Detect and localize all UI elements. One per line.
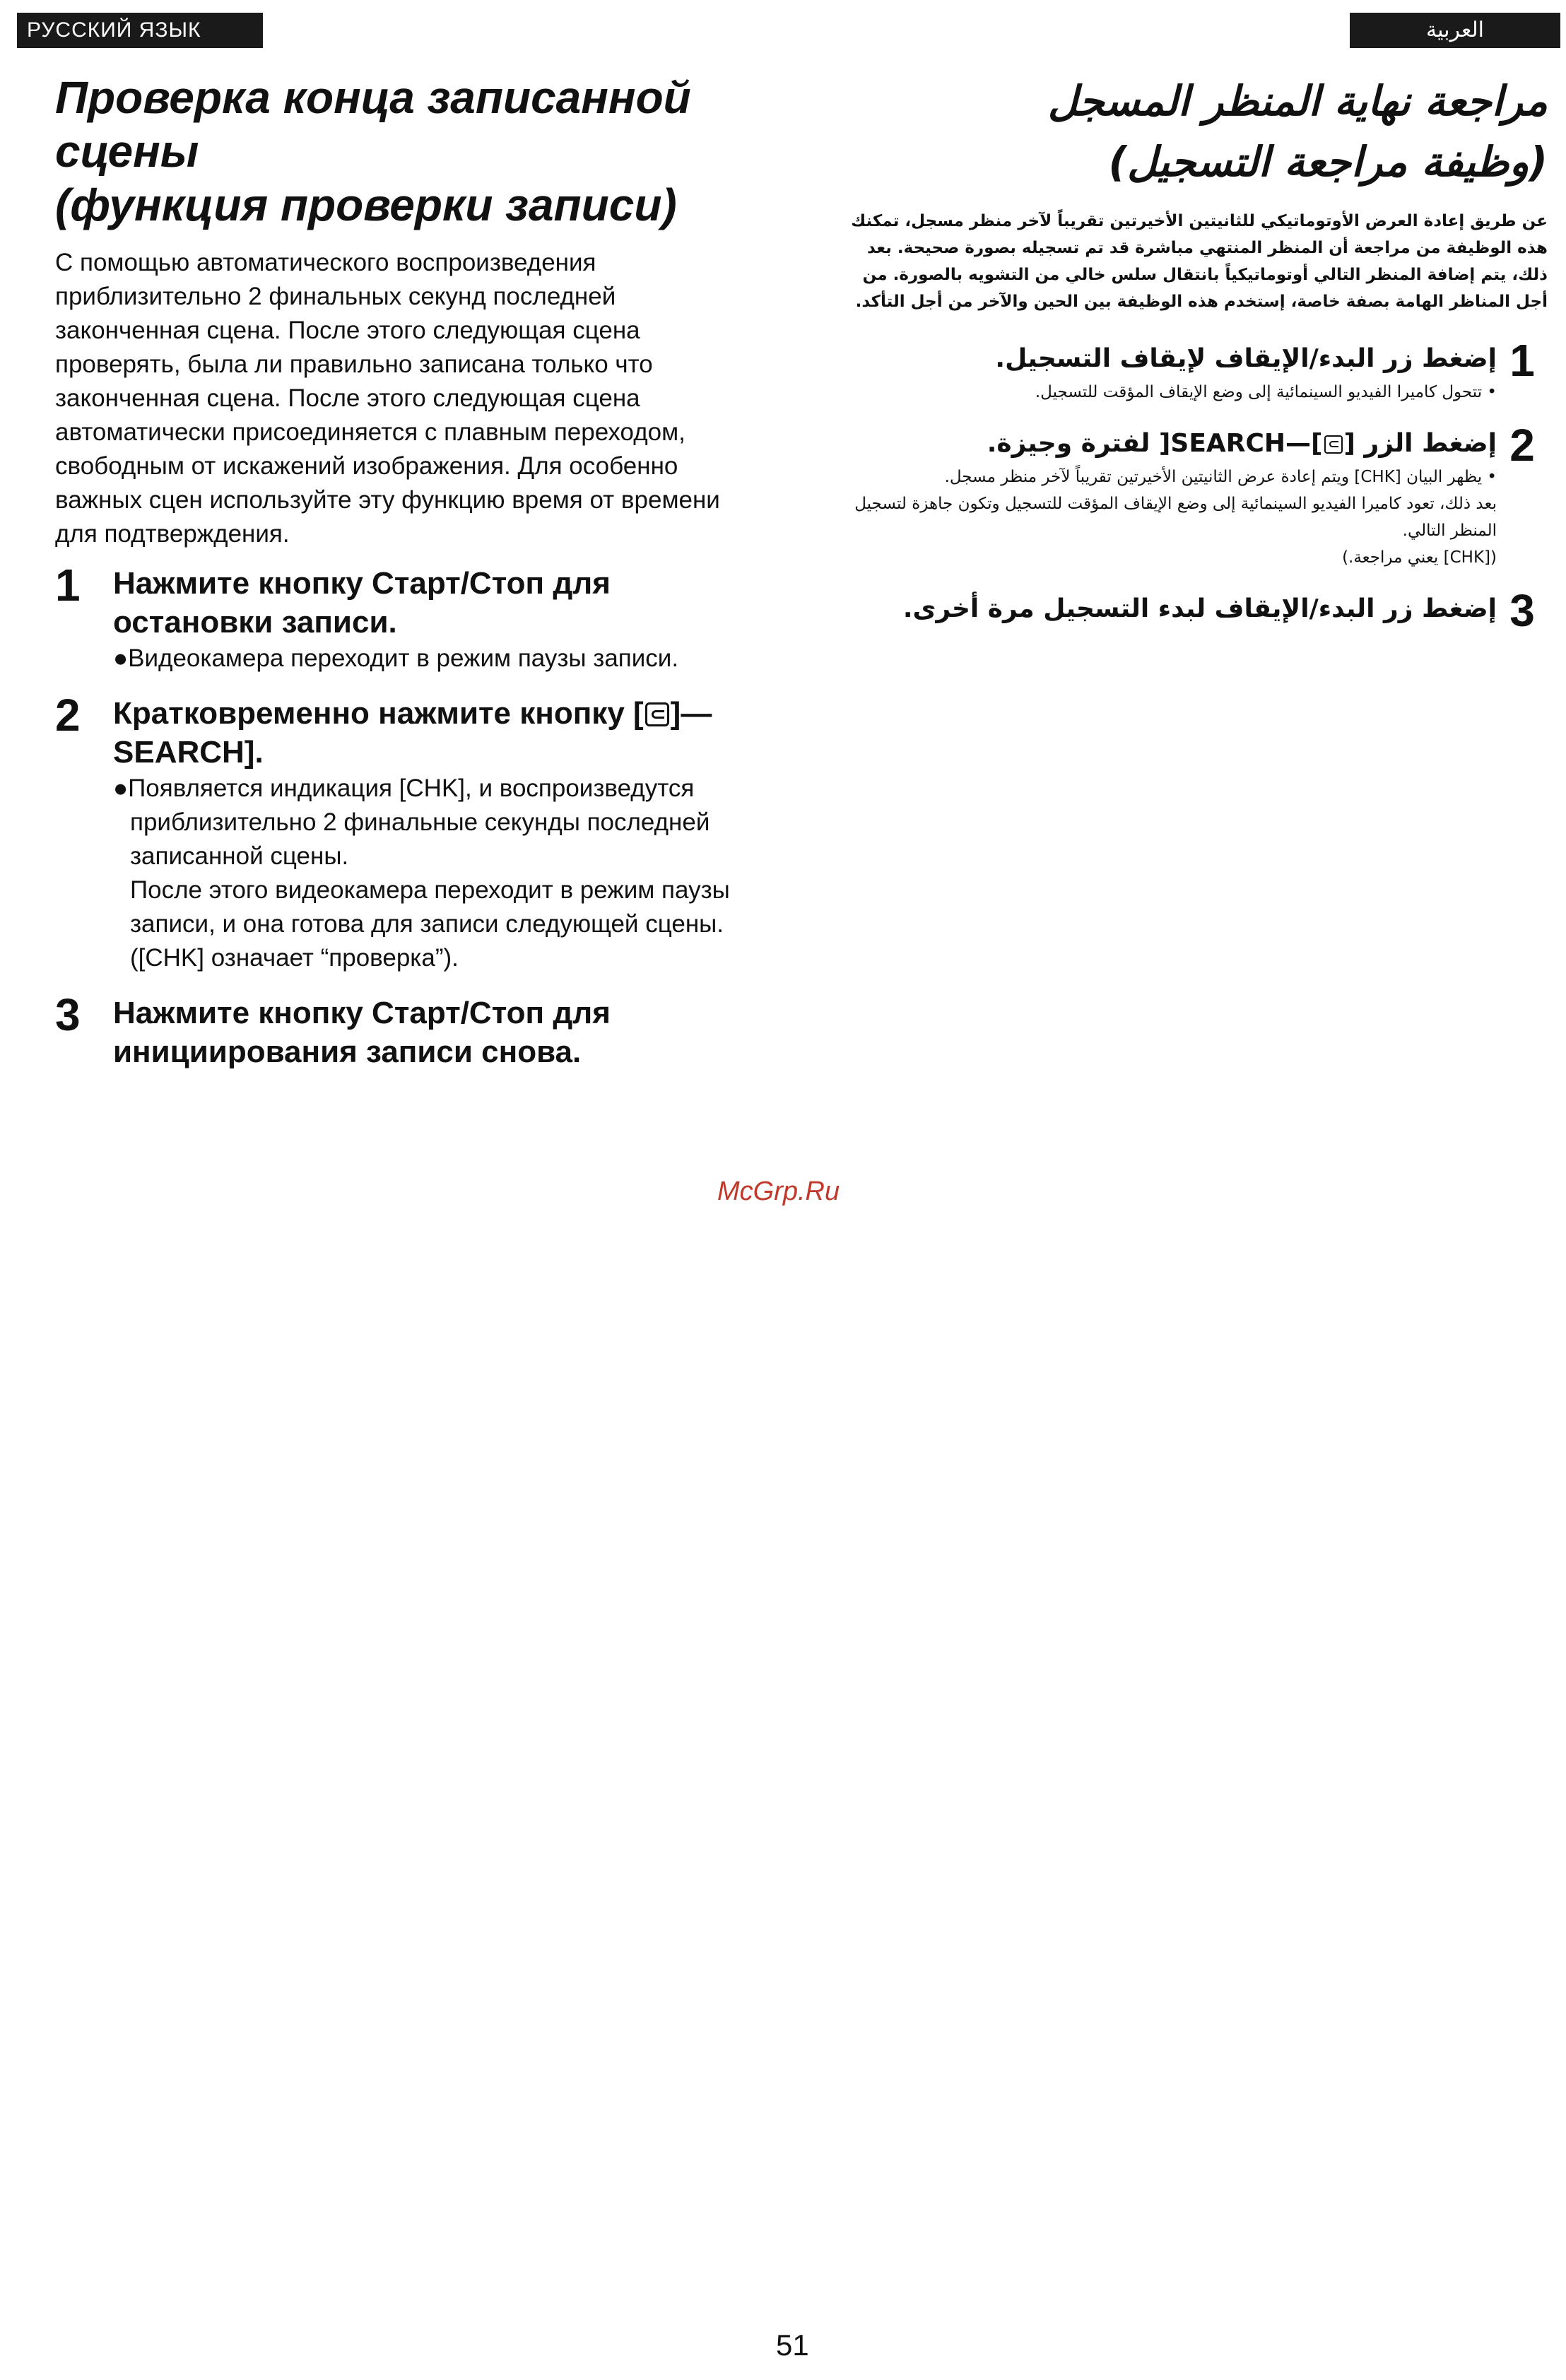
step-note: • تتحول كاميرا الفيديو السينمائية إلى وضع الإيقاف المؤقت للتسجيل. <box>1035 383 1497 401</box>
arabic-column <box>848 71 1548 650</box>
russian-title-line: Проверка конца записанной <box>55 72 691 123</box>
step-note: ●Видеокамера переходит в режим паузы записи. <box>113 644 679 672</box>
page-number: 51 <box>776 2328 809 2362</box>
step-heading-part: Кратковременно нажмите кнопку [ <box>113 696 644 731</box>
step-heading <box>848 424 1497 464</box>
step-note: ([CHK] يعني مراجعة.) <box>1342 548 1497 567</box>
language-tab-russian: РУССКИЙ ЯЗЫК <box>17 13 263 48</box>
russian-intro: С помощью автоматического воспроизведения приблизительно 2 финальных секунд последней законченная сцена. После этого следующая сцена проверять, была ли правильно записана только что законченная сцена. После этого следующая сцена автоматически присоединяется с плавным переходом, свободным от искажений изображения. Для особенно важных сцен используйте эту функцию время от времени для подтверждения. <box>55 249 720 548</box>
arabic-intro: عن طريق إعادة العرض الأوتوماتيكي للثانيتين الأخيرتين تقريباً لآخر منظر مسجل، تمكنك هذه الوظيفة من مراجعة أن المنظر المنتهي مباشرة قد تم تسجيله بصورة صحيحة. بعد ذلك، يتم إضافة المنظر التالي أوتوماتيكياً بانتقال سلس خالي من التشويه بالصورة. من أجل المناظر الهامة بصفة خاصة، إستخدم هذه الوظيفة بين الحين والآخر من أجل التأكد. <box>851 212 1548 311</box>
russian-title-line: (функция проверки записи) <box>55 179 677 230</box>
watermark: McGrp.Ru <box>717 1177 840 1206</box>
step-heading <box>113 694 748 772</box>
step-heading-part: إضغط الزر [ <box>1343 429 1497 458</box>
russian-step-2 <box>55 690 748 975</box>
arabic-step-2 <box>848 420 1548 571</box>
step-number: 1 <box>1509 335 1535 386</box>
step-note: ([CHK] означает “проверка”). <box>130 944 459 972</box>
arabic-step-1 <box>848 335 1548 406</box>
arabic-step-3 <box>848 585 1548 636</box>
russian-title-line: сцены <box>55 126 199 177</box>
step-note: ●Появляется индикация [CHK], и воспроизведутся приблизительно 2 финальные секунды последней записанной сцены. <box>113 774 710 870</box>
language-tab-arabic: العربية <box>1350 13 1560 48</box>
step-heading: Нажмите кнопку Старт/Стоп для остановки записи. <box>113 566 611 640</box>
russian-step-1 <box>55 560 748 676</box>
step-note: • يظهر البيان [CHK] ويتم إعادة عرض الثانيتين الأخيرتين تقريباً لآخر منظر مسجل. <box>944 468 1497 486</box>
step-number: 3 <box>1509 585 1535 636</box>
step-number: 1 <box>55 560 81 611</box>
step-note: بعد ذلك، تعود كاميرا الفيديو السينمائية إلى وضع الإيقاف المؤقت للتسجيل وتكون جاهزة لتسجيل المنظر التالي. <box>854 495 1497 540</box>
arabic-title <box>848 71 1548 192</box>
check-return-icon <box>645 702 669 726</box>
arabic-title-line: مراجعة نهاية المنظر المسجل <box>1047 77 1548 125</box>
russian-step-3 <box>55 989 748 1071</box>
russian-column <box>55 71 748 1090</box>
step-number: 2 <box>1509 420 1535 471</box>
step-number: 3 <box>55 989 81 1040</box>
step-heading: Нажмите кнопку Старт/Стоп для инициирования записи снова. <box>113 996 611 1069</box>
russian-title <box>55 71 748 232</box>
step-heading: إضغط زر البدء/الإيقاف لإيقاف التسجيل. <box>995 344 1497 373</box>
step-heading-part: ]—SEARCH]. <box>113 696 712 770</box>
arabic-title-line: (وظيفة مراجعة التسجيل) <box>1108 138 1548 186</box>
step-heading-part: ]—SEARCH[ لفترة وجيزة. <box>987 429 1323 458</box>
check-return-icon <box>1324 435 1343 454</box>
step-note: После этого видеокамера переходит в режим паузы записи, и она готова для записи следующей сцены. <box>130 876 730 938</box>
step-number: 2 <box>55 690 81 741</box>
step-heading: إضغط زر البدء/الإيقاف لبدء التسجيل مرة أخرى. <box>902 594 1497 623</box>
